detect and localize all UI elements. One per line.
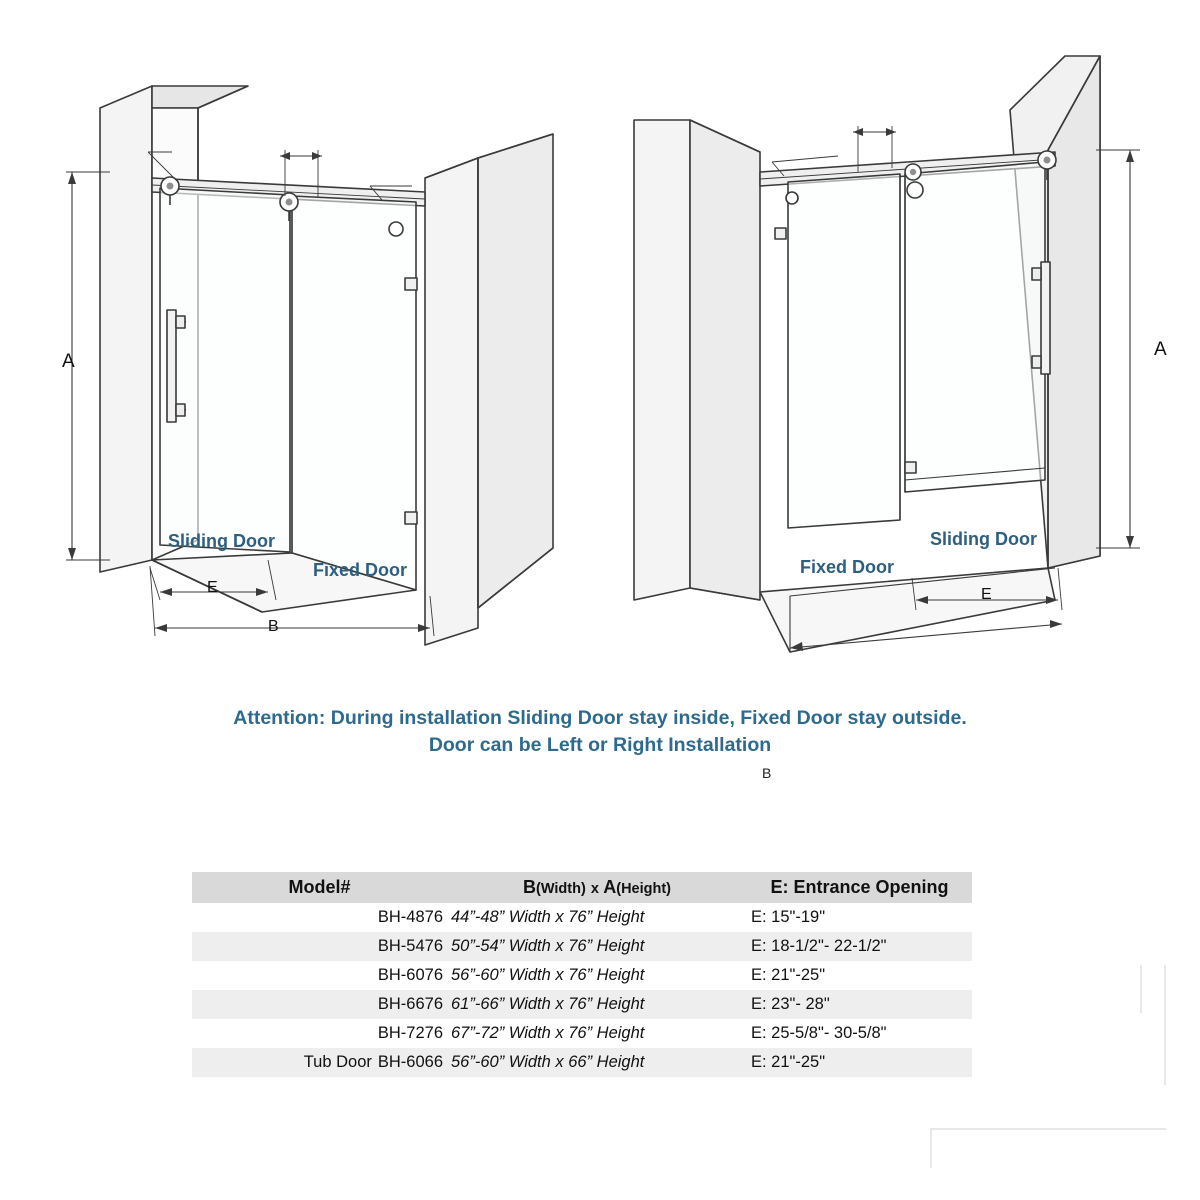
cell-entrance: E: 25-5/8"- 30-5/8" [751,1024,887,1042]
artifact-line-3 [930,1128,1166,1130]
cell-model-value: BH-7276 [377,1024,443,1042]
left-view-fixed-door-label: Fixed Door [313,560,408,580]
cell-entrance: E: 21"-25" [751,1053,826,1071]
cell-model-value: BH-6076 [377,966,443,984]
right-view-dim-a-label: A [1154,339,1167,360]
table-row [192,990,972,1019]
attention-line-2: Door can be Left or Right Installation [428,734,772,756]
cell-model-value: BH-4876 [377,908,443,926]
cell-dimensions: 50”-54” Width x 76” Height [451,937,645,955]
cell-model [192,1019,447,1048]
header-dim-x: x [590,881,599,897]
cell-dimensions: 56”-60” Width x 76” Height [451,966,645,984]
attention-note [0,705,1200,759]
artifact-line-2 [1164,965,1166,1085]
table-body [192,903,972,1077]
cell-entrance: E: 23"- 28" [751,995,830,1013]
table-row [192,1048,972,1077]
cell-entrance: E: 21"-25" [751,966,826,984]
left-view-dim-a-label: A [62,351,75,372]
right-view-sliding-door-label: Sliding Door [930,529,1037,549]
artifact-line-4 [930,1128,932,1168]
right-view-fixed-door-label: Fixed Door [800,557,895,577]
table-row [192,1019,972,1048]
header-dim-width: (Width) [536,881,586,897]
cell-entrance: E: 18-1/2"- 22-1/2" [751,937,887,955]
header-dim-height: (Height) [616,881,671,897]
table-header-row [192,872,972,903]
right-view-dim-e-label: E [981,586,992,603]
cell-model [192,990,447,1019]
cell-model [192,903,447,932]
cell-dimensions: 56”-60” Width x 66” Height [451,1053,645,1071]
table-row [192,903,972,932]
cell-model-prefix: Tub Door [303,1053,372,1071]
left-view-dim-e-label: E [207,579,218,596]
cell-dimensions: 61”-66” Width x 76” Height [451,995,645,1013]
header-dim-a: A [603,877,617,897]
cell-model [192,932,447,961]
table-row [192,932,972,961]
stray-b-label: B [762,765,772,781]
cell-dimensions: 67”-72” Width x 76” Height [451,1024,645,1042]
cell-model [192,1048,447,1077]
left-view-dim-b-label: B [268,618,279,635]
header-dimensions [447,872,747,903]
attention-line-1: Attention: During installation Sliding Door stay inside, Fixed Door stay outside. [233,707,967,729]
table-row [192,961,972,990]
cell-entrance: E: 15"-19" [751,908,826,926]
header-dim-b: B [523,877,536,897]
header-model: Model# [192,872,447,903]
cell-model-value: BH-6066 [377,1053,443,1071]
cell-dimensions: 44”-48” Width x 76” Height [451,908,645,926]
header-entrance-opening: E: Entrance Opening [747,872,972,903]
artifact-line-1 [1140,965,1142,1013]
cell-model [192,961,447,990]
specification-table [192,872,972,1077]
cell-model-value: BH-6676 [377,995,443,1013]
left-view-sliding-door-label: Sliding Door [168,531,275,551]
cell-model-value: BH-5476 [377,937,443,955]
